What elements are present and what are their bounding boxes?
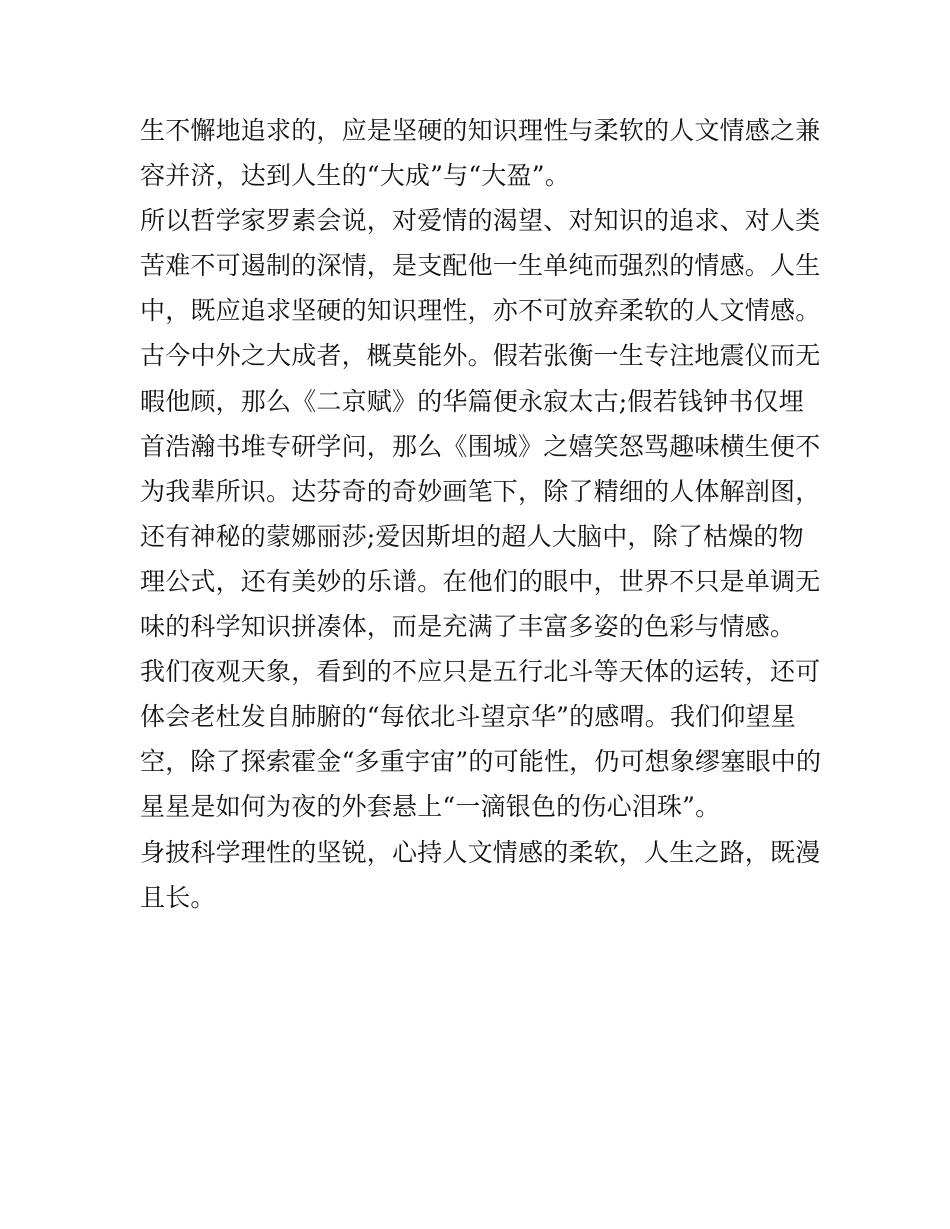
text-line: 生不懈地追求的，应是坚硬的知识理性与柔软的人文情感之兼 [140,116,821,145]
text-line: 还有神秘的蒙娜丽莎;爱因斯坦的超人大脑中，除了枯燥的物 [140,521,804,551]
text-line: 且长。 [140,882,216,912]
text-line: 古今中外之大成者，概莫能外。假若张衡一生专注地震仪而无 [140,341,821,371]
text-line: 暇他顾，那么《二京赋》的华篇便永寂太古;假若钱钟书仅埋 [140,386,804,416]
text-line: 所以哲学家罗素会说，对爱情的渴望、对知识的追求、对人类 [140,206,821,236]
text-line: 苦难不可遏制的深情，是支配他一生单纯而强烈的情感。人生 [140,251,821,281]
text-line: 中，既应追求坚硬的知识理性，亦不可放弃柔软的人文情感。 [140,296,821,326]
text-line: 味的科学知识拼凑体，而是充满了丰富多姿的色彩与情感。 [140,612,796,642]
text-line: 首浩瀚书堆专研学问，那么《围城》之嬉笑怒骂趣味横生便不 [140,431,821,461]
text-line: 容并济，达到人生的“大成”与“大盈”。 [140,161,570,191]
text-line: 体会老杜发自肺腑的“每依北斗望京华”的感喟。我们仰望星 [140,702,796,732]
text-line: 理公式，还有美妙的乐谱。在他们的眼中，世界不只是单调无 [140,566,821,596]
text-line: 为我辈所识。达芬奇的奇妙画笔下，除了精细的人体解剖图， [140,476,821,506]
text-line: 身披科学理性的坚锐，心持人文情感的柔软，人生之路，既漫 [140,837,821,867]
text-line: 我们夜观天象，看到的不应只是五行北斗等天体的运转，还可 [140,657,821,687]
text-line: 星星是如何为夜的外套悬上“一滴银色的伤心泪珠”。 [140,792,721,822]
text-line: 空，除了探索霍金“多重宇宙”的可能性，仍可想象缪塞眼中的 [140,747,822,777]
essay-text [140,108,820,920]
